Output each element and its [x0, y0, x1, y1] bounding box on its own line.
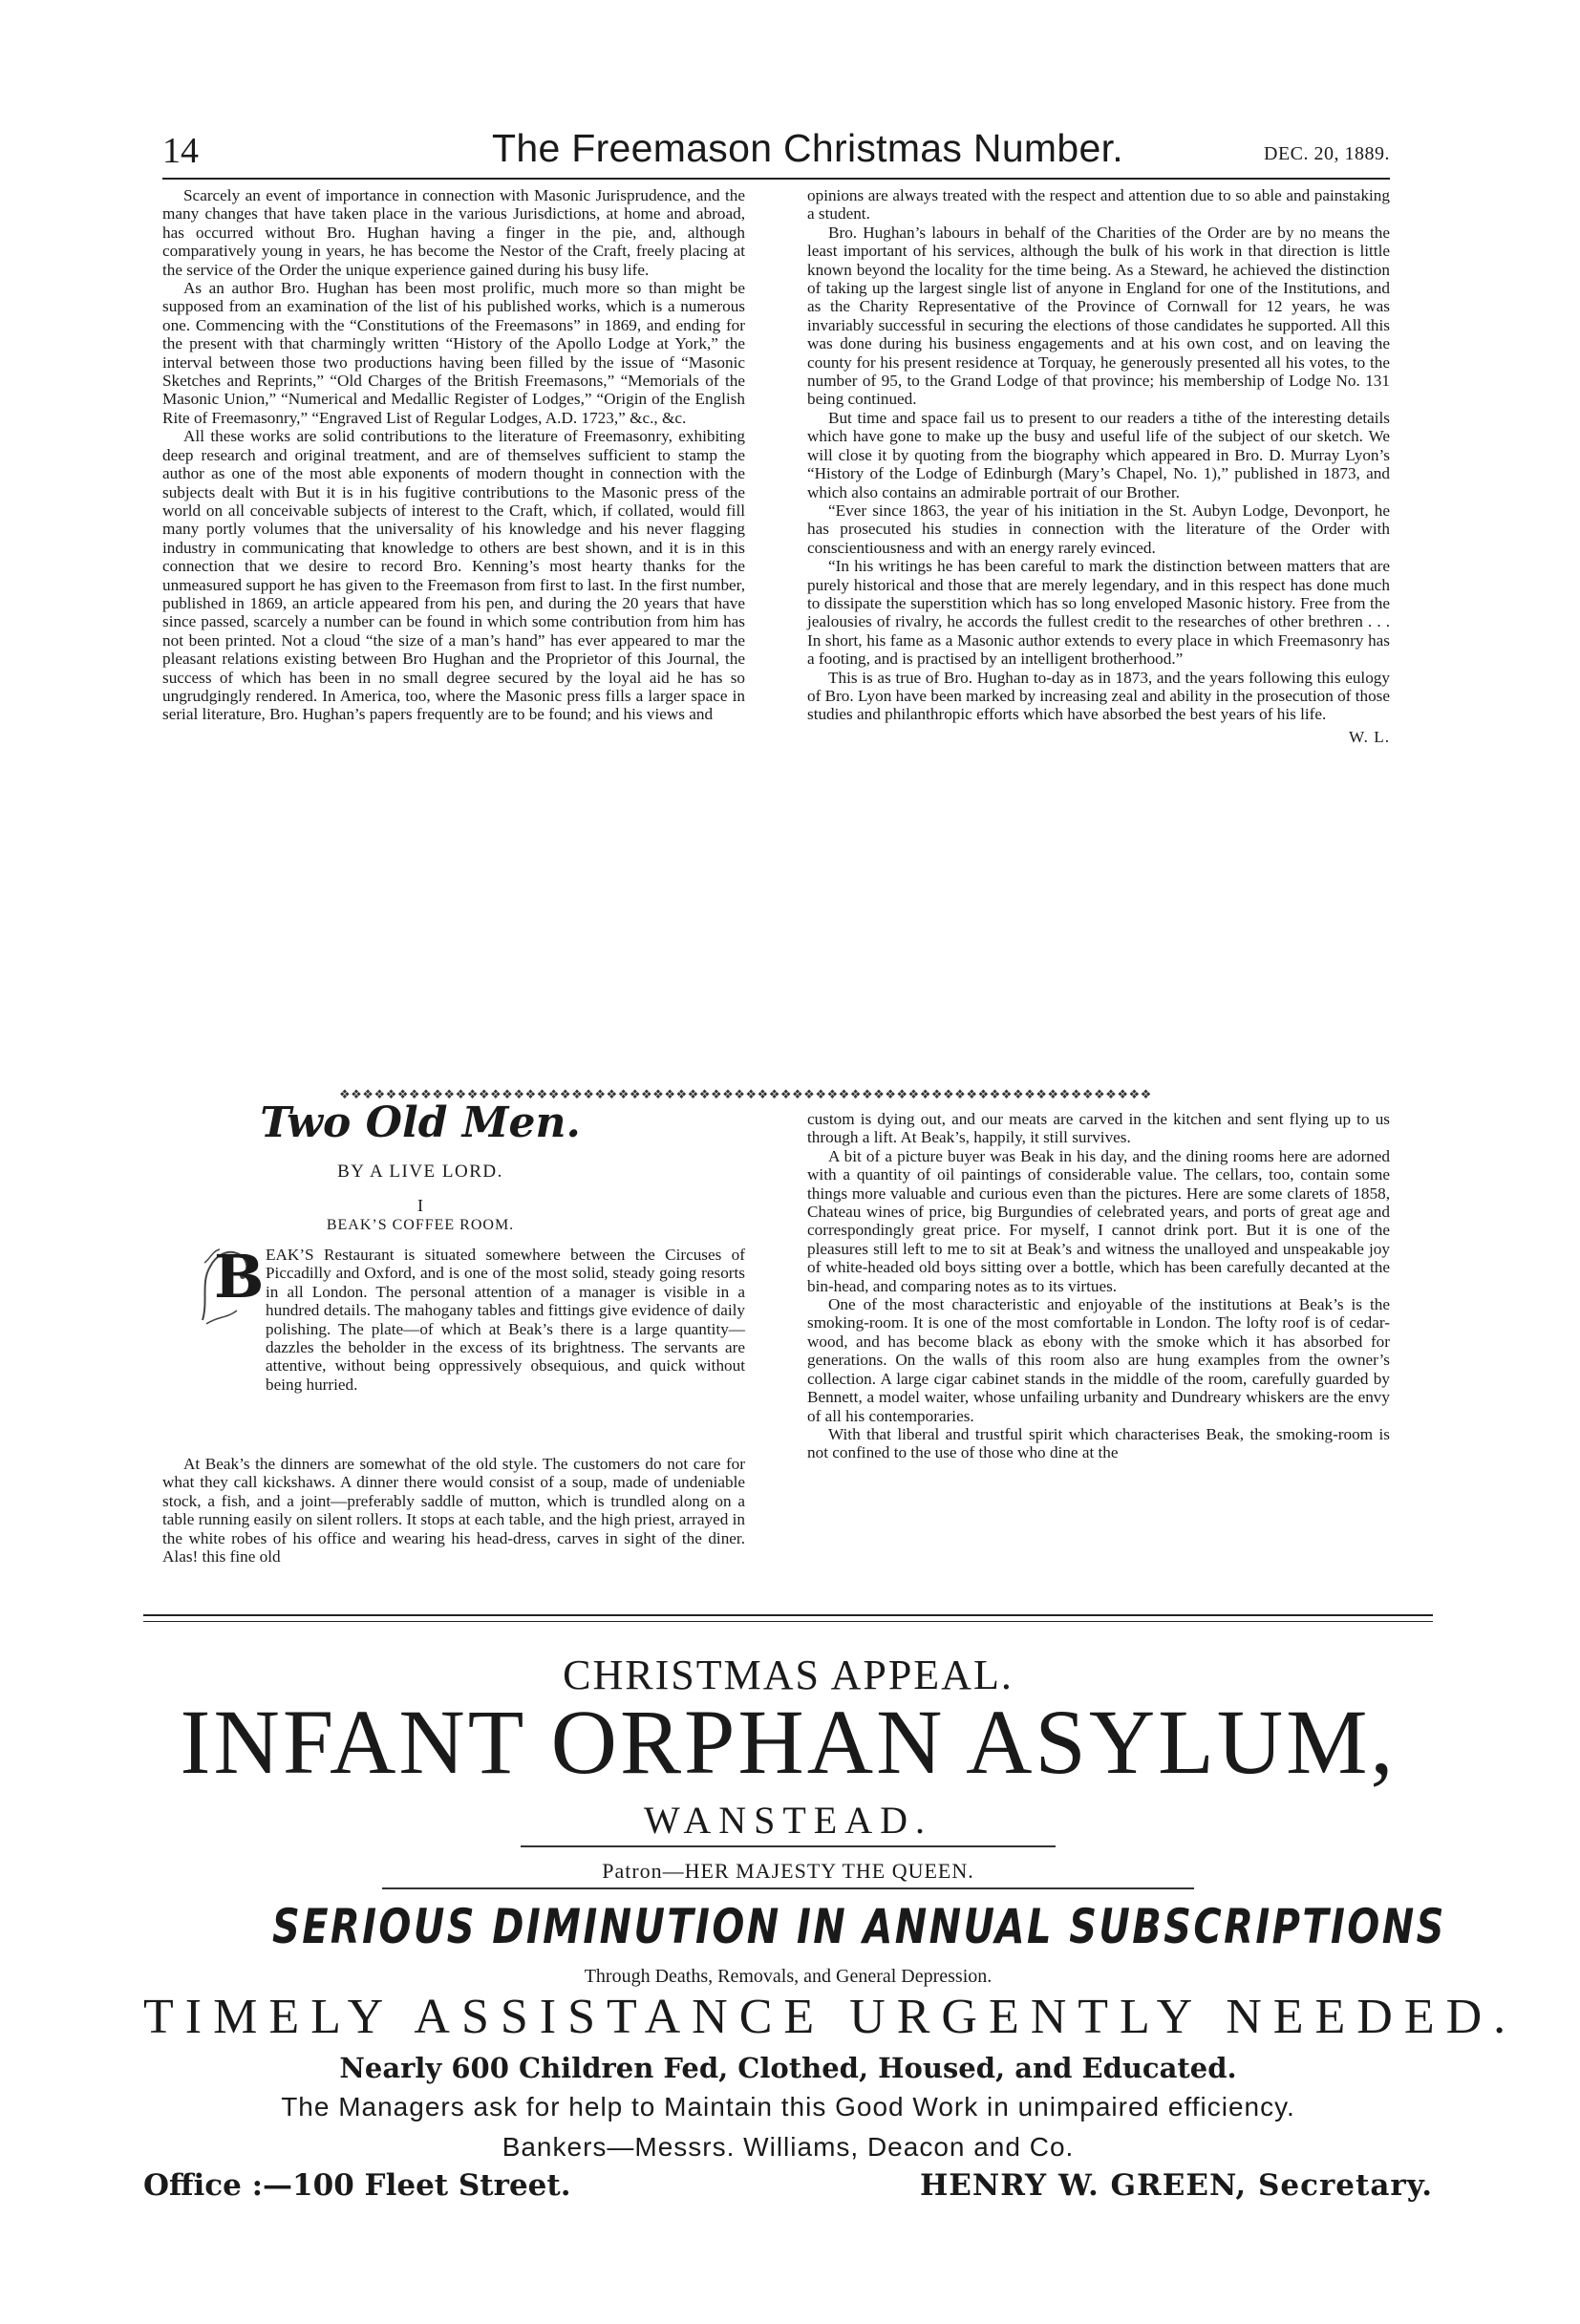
article-paragraph: Bro. Hughan’s labours in behalf of the Charities of the Order are by no means the least important of his services, although the bulk of his work in that direction is little known beyond the locality for the time being. As a Steward, he achieved the distinction of taking up the largest single list of anyone in England for one of the Institutions, and as the Charity Representative of the Province of Cornwall for 12 years, he was invariably successful in securing the elections of those candidates he supported. All this was done during his business engagements and at his own cost, and on leaving the county for his present residence at Torquay, he generously presented all his votes, to the number of 95, to the Grand Lodge of that province; his membership of Lodge No. 131 being continued.: [807, 223, 1390, 409]
story-paragraph: At Beak’s the dinners are somewhat of the old style. The customers do not care for what they call kickshaws. A dinner there would consist of a soup, made of undeniable stock, a fish, and a joint—preferably saddle of mutton, which is trundled along on a table running easily on silent rollers. It stops at each table, and the high priest, arrayed in the white robes of his office and wearing his head-dress, carves in sight of the diner. Alas! this fine old: [162, 1455, 745, 1567]
story-left-column: [162, 1455, 745, 1566]
advert-location: WANSTEAD.: [644, 1799, 932, 1842]
article-paragraph: Scarcely an event of importance in connection with Masonic Jurisprudence, and the many changes that have taken place in the various Jurisdictions, at home and abroad, has occurred without Bro. Hughan having a finger in the pie, and, although comparatively young in years, he has become the Nestor of the Craft, freely placing at the service of the Order the unique experience gained during his busy life.: [162, 186, 745, 279]
story-paragraph: custom is dying out, and our meats are carved in the kitchen and sent flying up to us through a lift. At Beak’s, happily, it still survives.: [807, 1110, 1390, 1147]
advert-institution-name: INFANT ORPHAN ASYLUM,: [180, 1691, 1397, 1793]
header-rule: [162, 178, 1390, 180]
page-number: 14: [162, 131, 199, 171]
story-byline: BY A LIVE LORD.: [337, 1162, 503, 1182]
advert-office-address: Office :—100 Fleet Street.: [143, 2168, 571, 2203]
article-paragraph: “In his writings he has been careful to mark the distinction between matters that are purely historical and those that are merely legendary, and in this respect has done much to dissipate the superstition which has so long enveloped Masonic history. Free from the jealousies of rivalry, he accords the fullest credit to the researches of other brethren . . . In short, his fame as a Masonic author extends to every place in which Freemasonry has a footing, and is practised by an intelligent brotherhood.”: [807, 557, 1390, 669]
dropcap-letter: B: [214, 1242, 265, 1311]
story-opening-text: EAK’S Restaurant is situated somewhere between the Circuses of Piccadilly and Oxford, and is one of the most solid, steady going resorts in all London. The personal attention of a manager is visible in a hundred details. The mahogany tables and fittings give evidence of daily polishing. The plate—of which at Beak’s there is a large quantity—dazzles the beholder in the excess of its brightness. The servants are attentive, without being oppressively obsequious, and quick without being hurried.: [266, 1246, 745, 1394]
publication-title: The Freemason Christmas Number.: [492, 126, 1123, 170]
article-left-column: [162, 186, 745, 724]
advert-reason: Through Deaths, Removals, and General Depression.: [584, 1966, 993, 1987]
advert-serious-notice: SERIOUS DIMINUTION IN ANNUAL SUBSCRIPTIONS: [272, 1899, 1446, 1954]
advert-divider: [382, 1887, 1194, 1889]
story-paragraph: With that liberal and trustful spirit which characterises Beak, the smoking-room is not confined to the use of those who dine at the: [807, 1424, 1390, 1462]
story-chapter-title: BEAK’S COFFEE ROOM.: [326, 1217, 515, 1233]
story-left-column-narrow: [266, 1246, 745, 1394]
advert-children-count: Nearly 600 Children Fed, Clothed, Housed, and Educated.: [339, 2052, 1237, 2084]
ornamental-divider: ❖❖❖❖❖❖❖❖❖❖❖❖❖❖❖❖❖❖❖❖❖❖❖❖❖❖❖❖❖❖❖❖❖❖❖❖❖❖❖❖❖❖❖❖❖❖❖❖❖❖❖❖❖❖❖❖❖❖❖❖❖❖❖❖❖❖❖❖❖❖: [339, 1087, 1152, 1101]
advert-managers-request: The Managers ask for help to Maintain this Good Work in unimpaired efficiency.: [281, 2092, 1295, 2121]
story-chapter-number: I: [417, 1196, 423, 1215]
article-paragraph: opinions are always treated with the respect and attention due to so able and painstaking a student.: [807, 186, 1390, 224]
advert-divider: [521, 1845, 1056, 1847]
issue-date: DEC. 20, 1889.: [1264, 143, 1390, 164]
article-paragraph: All these works are solid contributions to the literature of Freemasonry, exhibiting deep research and original treatment, and are of themselves sufficient to stamp the author as one of the most able exponents of modern thought in connection with the subjects dealt with But it is in his fugitive contributions to the Masonic press of the world on all conceivable subjects of interest to the Craft, which, if collated, would fill many portly volumes that the universality of his knowledge and his never flagging industry in communicating that knowledge to others are best shown, and it is in this connection that we desire to record Bro. Kenning’s most hearty thanks for the unmeasured support he has given to the Freemason from first to last. In the first number, published in 1869, an article appeared from his pen, and during the 20 years that have since passed, scarcely a number can be found in which some contribution from him has not been printed. Not a cloud “the size of a man’s hand” has ever appeared to mar the pleasant relations existing between Bro Hughan and the Proprietor of this Journal, the success of which has been in no small degree secured by the loyal aid he has so ungrudgingly rendered. In America, too, where the Masonic press fills a larger space in serial literature, Bro. Hughan’s papers frequently are to be found; and his views and: [162, 427, 745, 724]
article-right-column: [807, 186, 1390, 746]
advert-appeal-heading: CHRISTMAS APPEAL.: [563, 1652, 1014, 1698]
page-header: [162, 124, 1390, 174]
article-paragraph: But time and space fail us to present to our readers a tithe of the interesting details which have gone to make up the busy and useful life of the subject of our sketch. We will close it by quoting from the biography which appeared in Bro. D. Murray Lyon’s “History of the Lodge of Edinburgh (Mary’s Chapel, No. 1),” published in 1873, and which also contains an admirable portrait of our Brother.: [807, 408, 1390, 501]
advert-urgent-notice: TIMELY ASSISTANCE URGENTLY NEEDED.: [143, 1990, 1518, 2044]
story-right-column: [807, 1110, 1390, 1462]
advert-patron: Patron—HER MAJESTY THE QUEEN.: [602, 1859, 974, 1883]
story-title: Two Old Men.: [260, 1098, 581, 1147]
article-paragraph: This is as true of Bro. Hughan to-day as in 1873, and the years following this eulogy of Bro. Lyon have been marked by increasing zeal and ability in the prosecution of those studies and philanthropic efforts which have absorbed the best years of his life.: [807, 668, 1390, 724]
advert-secretary: HENRY W. GREEN, Secretary.: [919, 2168, 1433, 2203]
decorated-initial-letter: [199, 1242, 265, 1326]
advert-top-rule: [143, 1614, 1433, 1616]
advert-top-rule-2: [143, 1621, 1433, 1622]
advert-bankers: Bankers—Messrs. Williams, Deacon and Co.: [502, 2132, 1075, 2162]
article-paragraph: As an author Bro. Hughan has been most prolific, much more so than might be supposed from an examination of the list of his published works, which is a numerous one. Commencing with the “Constitutions of the Freemasons” in 1869, and ending for the present with that charmingly written “History of the Apollo Lodge at York,” the interval between those two productions having been filled by the issue of “Masonic Sketches and Reprints,” “Old Charges of the British Freemasons,” “Memorials of the Masonic Union,” “Numerical and Medallic Register of Lodges,” “Origin of the English Rite of Freemasonry,” “Engraved List of Regular Lodges, A.D. 1723,” &c., &c.: [162, 279, 745, 427]
article-paragraph: “Ever since 1863, the year of his initiation in the St. Aubyn Lodge, Devonport, he has prosecuted his studies in connection with the literature of the Order with conscientiousness and with an energy rarely evinced.: [807, 501, 1390, 557]
advertisement: [143, 1633, 1518, 2226]
story-paragraph: One of the most characteristic and enjoyable of the institutions at Beak’s is the smoking-room. It is one of the most comfortable in London. The lofty roof is of cedar-wood, and has become black as ebony with the smoke which it has absorbed for generations. On the walls of this room also are hung examples from the owner’s collection. A large cigar cabinet stands in the middle of the room, carefully guarded by Bennett, a model waiter, whose unfailing urbanity and Dundreary whiskers are the envy of all his contemporaries.: [807, 1295, 1390, 1425]
article-signature: W. L.: [1348, 727, 1390, 746]
story-paragraph: A bit of a picture buyer was Beak in his day, and the dining rooms here are adorned with a quantity of oil paintings of considerable value. The cellars, too, contain some things more valuable and curious even than the pictures. Here are some clarets of 1858, Chateau wines of price, big Burgundies of celebrated years, and ports of great age and correspondingly great price. For myself, I cannot drink port. But it is one of the pleasures still left to me to sit at Beak’s and witness the unalloyed and unspeakable joy of white-headed old boys sitting over a bottle, which has been carefully decanted at the bin-head, and comparing notes as to its virtues.: [807, 1146, 1390, 1295]
